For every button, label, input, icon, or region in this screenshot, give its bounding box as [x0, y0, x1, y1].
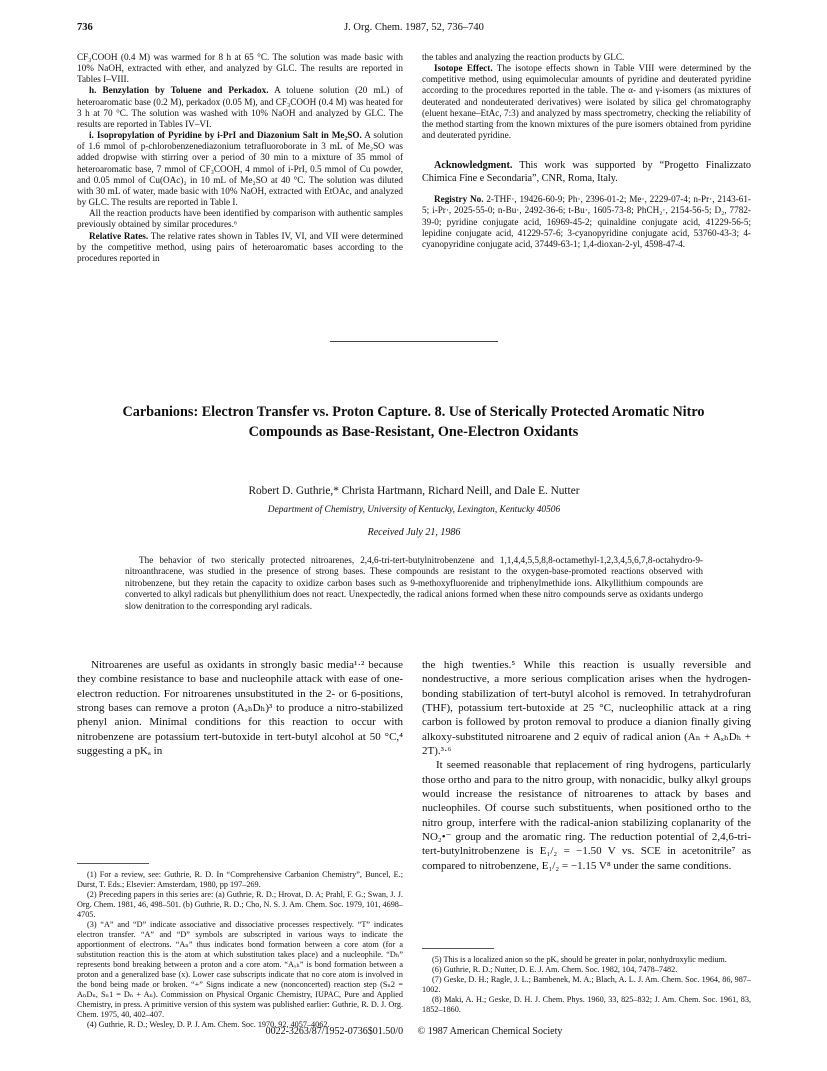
footnote-rule-left — [77, 863, 149, 864]
experimental-paragraph-text: A toluene solution (20 mL) of heteroaromatic base (0.2 M), perkadox (0.05 M), and CF₃COOH (0.4 M) was heated for 3 h at 70 °C. The solution was washed with 10% NaOH and analyzed by GLC. The results are reported in Tables IV–VI. — [77, 85, 403, 129]
journal-citation: J. Org. Chem. 1987, 52, 736–740 — [344, 22, 484, 33]
acknowledgment-heading: Acknowledgment. — [434, 160, 513, 172]
experimental-paragraph-heading: Relative Rates. — [89, 230, 149, 241]
experimental-paragraph — [422, 52, 751, 63]
article-affiliation: Department of Chemistry, University of Kentucky, Lexington, Kentucky 40506 — [267, 505, 561, 515]
experimental-paragraph — [77, 130, 403, 208]
experimental-paragraph-text: A solution of 1.6 mmol of p-chlorobenzenediazonium tetrafluoroborate in 3 mL of Me₂SO was added dropwise with stirring over a period of 30 min to a mixture of 35 mmol of heteroaromatic base, 7 mmol of CF₃COOH, 4 mmol of i-PrI, 0.5 mmol of Cu powder, and 0.05 mmol of Cu(OAc)₂ in 10 mL of Me₂SO at 40 °C. The solution was diluted with 30 mL of water, made basic with 10% NaOH, extracted with EtOAc, and analyzed by GLC. The results are reported in Table I. — [77, 130, 403, 208]
footnote: (8) Maki, A. H.; Geske, D. H. J. Chem. Phys. 1960, 33, 825–832; J. Am. Chem. Soc. 1961, 83, 1852–1860. — [422, 995, 751, 1014]
abstract-text: The behavior of two sterically protected nitroarenes, 2,4,6-tri-tert-butylnitrobenzene and 1,1,4,4,5,5,8,8-octamethyl-1,2,3,4,5,6,7,8-octahydro-9-nitroanthracene, was studied in the presence of strong bases. These compounds are resistant to the oxygen-base-promoted reactions observed with nitrobenzene, but they retain the capacity to oxidize carbon bases such as 9-methoxyfluorenide and triphenylmethide ions. Alkyllithium compounds are converted to alkyl radicals but phenyllithium does not react. Unexpectedly, the radical anions formed when these nitro compounds serve as oxidants undergo slow denitration to the corresponding aryl radicals. — [125, 555, 703, 611]
running-header — [77, 22, 751, 36]
registry-numbers — [422, 194, 751, 250]
experimental-paragraph — [77, 52, 403, 85]
experimental-paragraph — [77, 85, 403, 130]
article-authors: Robert D. Guthrie,* Christa Hartmann, Richard Neill, and Dale E. Nutter — [248, 485, 580, 497]
received-date: Received July 21, 1986 — [367, 527, 461, 538]
article-separator — [330, 341, 498, 342]
experimental-paragraph — [77, 208, 403, 230]
experimental-paragraph-text: the tables and analyzing the reaction products by GLC. — [422, 52, 625, 62]
experimental-paragraph-heading: Isotope Effect. — [434, 63, 493, 74]
footnote: (6) Guthrie, R. D.; Nutter, D. E. J. Am. Chem. Soc. 1982, 104, 7478–7482. — [432, 965, 678, 974]
footer-copyright: © 1987 American Chemical Society — [417, 1026, 563, 1037]
page-footer — [77, 1026, 751, 1037]
body-right-column — [422, 658, 751, 873]
experimental-paragraph-text: The relative rates shown in Tables IV, VI, and VII were determined by the competitive method, using pairs of heteroaromatic bases according to the procedures reported in — [77, 230, 404, 263]
footnote: (5) This is a localized anion so the pKₐ should be greater in polar, nonhydroxylic medium. — [432, 955, 727, 964]
article-title: Carbanions: Electron Transfer vs. Proton Capture. 8. Use of Sterically Protected Aromatic Nitro Compounds as Base-Resistant, One-Electron Oxidants — [122, 404, 705, 440]
experimental-paragraph — [77, 231, 403, 264]
body-paragraph-text: the high twenties.⁵ While this reaction is usually reversible and nondestructive, a more serious complication arises when the hydrogen-bonding stabilization of tert-butyl alcohol is removed. In tetrahydrofuran (THF), potassium tert-butoxide at 25 °C, nucleophilic attack at a ring carbon is followed by proton removal to produce a dianion finally giving alkoxy-substituted nitroarene and 2 equiv of radical anion (Aₙ + AₓₕDₕ + 2T).³·⁶ — [422, 659, 751, 758]
body-paragraph — [422, 658, 751, 758]
experimental-paragraph-text: The isotope effects shown in Table VIII were determined by the competitive method, using equimolecular amounts of pyridine and deuterated pyridine according to the procedures reported in the table. The α- and γ-isomers (as mixtures of deuterated and nondeuterated derivatives) were isolated by silica gel chromatography (eluent hexane–EtAc, 7:3) and analyzed by mass spectrometry, checking the reliability of the method starting from the known mixtures of the pure isomers obtained from pyridine and deuterated pyridine. — [422, 63, 751, 141]
footnote: (4) Guthrie, R. D.; Wesley, D. P. J. Am. Chem. Soc. 1970, 92, 4057–4062. — [87, 1020, 330, 1029]
footnote: (2) Preceding papers in this series are: (a) Guthrie, R. D.; Hrovat, D. A; Prahl, F. G.; Swan, J. J. Org. Chem. 1981, 46, 498–501. (b) Guthrie, R. D.; Cho, N. S. J. Am. Chem. Soc. 1979, 101, 4698–4705. — [77, 890, 403, 919]
acknowledgment-text: This work was supported by “Progetto Finalizzato Chimica Fine e Secondaria”, CNR, Roma, Italy. — [422, 160, 751, 185]
body-left-column — [77, 658, 403, 758]
footnotes-left — [77, 870, 403, 1030]
body-paragraph — [422, 758, 751, 873]
footnote: (3) “A” and “D” indicate associative and dissociative processes respectively. “T” indicates electron transfer. “A” and “D” symbols are subscripted in various ways to indicate the apportionment of electrons. “Aₙ” thus indicates bond formation between a core atom (for a substitution reaction this is the atom at which substitution takes place) and a nucleophile. “Dₕ” represents bond breaking between a proton and a core atom. “Aₓₕ” is bond formation between a proton and a generalized base (x). Lower case subscripts indicate that no core atom is involved in the bond being made or broken. “+” Signs indicate a new (nonconcerted) reaction step (Sₙ2 = AₙDₙ, Sₙ1 = Dₙ + Aₙ). Commission on Physical Organic Chemistry, IUPAC, Pure and Applied Chemistry, in press. A primitive version of this system was published earlier: Guthrie, R. D. J. Org. Chem. 1975, 40, 402–407. — [77, 920, 403, 1019]
acknowledgment — [422, 159, 751, 185]
body-paragraph: Nitroarenes are useful as oxidants in strongly basic media¹·² because they combine resistance to base and nucleophile attack with ease of one-electron reduction. For nitroarenes unsubstituted in the 2- or 6-positions, strong bases can remove a proton (AₓₕDₕ)³ to produce a nitro-stabilized phenyl anion. Minimal conditions for this reaction to occur with nitrobenzene are potassium tert-butoxide in tert-butyl alcohol at 50 °C,⁴ suggesting a pKₐ in — [77, 659, 403, 758]
experimental-paragraph-text: All the reaction products have been identified by comparison with authentic samples previously obtained by similar procedures.⁶ — [77, 208, 403, 230]
footnote: (1) For a review, see: Guthrie, R. D. In “Comprehensive Carbanion Chemistry”, Buncel, E.; Durst, T. Eds.; Elsevier: Amsterdam, 1980, pp 197–269. — [77, 870, 403, 889]
experimental-paragraph-text: CF₃COOH (0.4 M) was warmed for 8 h at 65 °C. The solution was made basic with 10% NaOH, extracted with ether, and analyzed by GLC. The results are reported in Tables I–VIII. — [77, 52, 403, 85]
body-paragraph-text: It seemed reasonable that replacement of ring hydrogens, particularly those ortho and para to the nitro group, with nonacidic, bulky alkyl groups would increase the resistance of nitroarenes to attack by bases and nucleophiles. Of course such substituents, when positioned ortho to the nitro group, interfere with the radical-anion stabilizing coplanarity of the NO₂•⁻ group and the aromatic ring. The reduction potential of 2,4,6-tri-tert-butylnitrobenzene is E₁/₂ = −1.50 V vs. SCE in acetonitrile⁷ as compared to nitrobenzene, E₁/₂ = −1.15 V⁸ under the same conditions. — [422, 759, 751, 872]
footer-code: 0022-3263/87/1952-0736$01.50/0 — [265, 1026, 404, 1037]
registry-heading: Registry No. — [434, 194, 484, 205]
footnote: (7) Geske, D. H.; Ragle, J. L.; Bambenek, M. A.; Blach, A. L. J. Am. Chem. Soc. 1964, 86, 987–1002. — [422, 975, 751, 994]
abstract — [125, 555, 703, 612]
footnotes-right — [422, 955, 751, 1015]
page-number: 736 — [77, 22, 93, 33]
registry-text: 2-THF·, 19426-60-9; Ph·, 2396-01-2; Me·, 2229-07-4; n-Pr·, 2143-61-5; i-Pr·, 2025-55-0; n-Bu·, 2492-36-6; t-Bu·, 1605-73-8; PhCH₂·, 2154-56-5; D₂, 7782-39-0; pyridine conjugate acid, 16969-45-2; quinaldine conjugate acid, 41229-56-5; lepidine conjugate acid, 41229-57-6; 3-cyanopyridine conjugate acid, 53760-43-3; 4-cyanopyridine conjugate acid, 37449-63-1; 1,4-dioxan-2-yl, 4598-47-4. — [422, 194, 751, 249]
previous-article-left-column — [77, 52, 403, 264]
previous-article-right-column — [422, 52, 751, 250]
experimental-paragraph-heading: i. Isopropylation of Pyridine by i-PrI and Diazonium Salt in Me₂SO. — [89, 130, 362, 141]
experimental-paragraph-heading: h. Benzylation by Toluene and Perkadox. — [89, 85, 269, 96]
experimental-paragraph — [422, 63, 751, 141]
footnote-rule-right — [422, 948, 494, 949]
